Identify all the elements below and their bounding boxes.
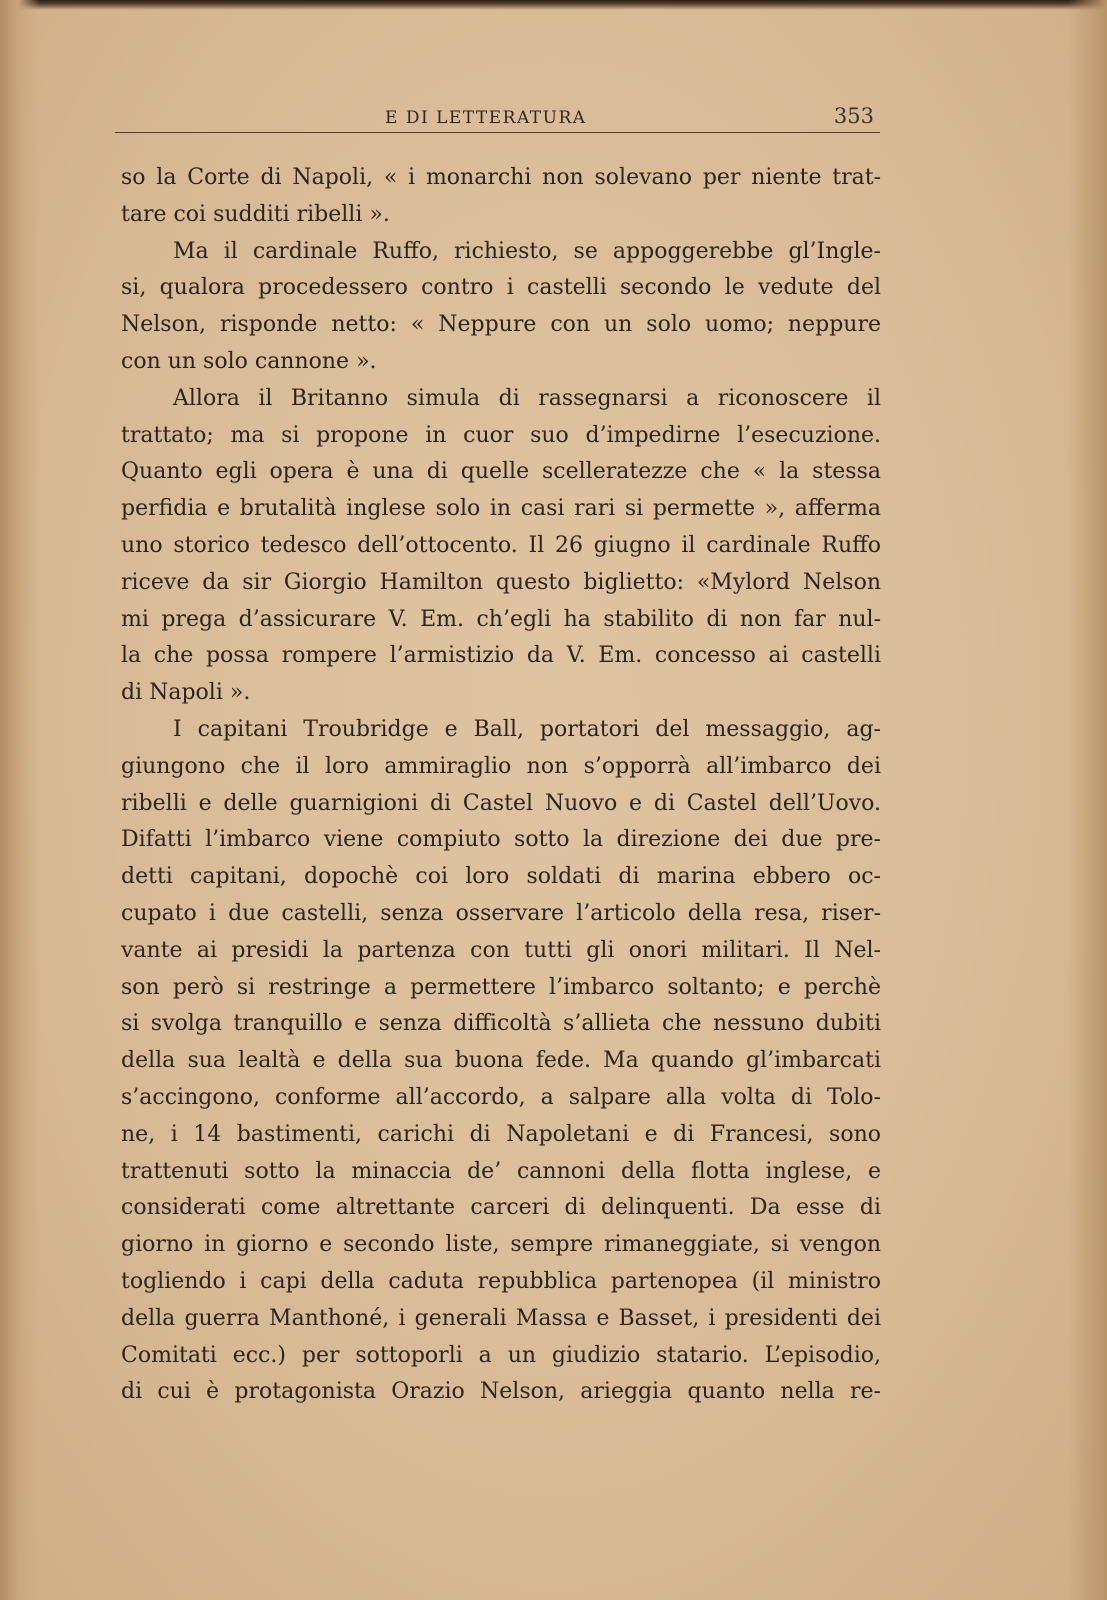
text-line: son però si restringe a permettere l’imbarco soltanto; e perchè: [121, 974, 881, 1000]
text-line: s’accingono, conforme all’accordo, a salpare alla volta di Tolo-: [121, 1084, 881, 1110]
text-line: perfidia e brutalità inglese solo in casi rari si permette », afferma: [121, 496, 881, 522]
text-line: mi prega d’assicurare V. Em. ch’egli ha stabilito di non far nul-: [121, 606, 881, 632]
text-line: I capitani Troubridge e Ball, portatori del messaggio, ag-: [173, 716, 881, 742]
text-line: si, qualora procedessero contro i castelli secondo le vedute del: [121, 275, 881, 301]
text-line: della guerra Manthoné, i generali Massa e Basset, i presidenti dei: [121, 1305, 881, 1331]
text-line: trattenuti sotto la minaccia de’ cannoni della flotta inglese, e: [121, 1158, 881, 1184]
text-line: si svolga tranquillo e senza difficoltà s’allieta che nessuno dubiti: [121, 1011, 881, 1037]
text-line: la che possa rompere l’armistizio da V. Em. concesso ai castelli: [121, 643, 881, 669]
header-rule: [115, 132, 880, 133]
text-line: so la Corte di Napoli, « i monarchi non solevano per niente trat-: [121, 165, 881, 190]
body-text: [121, 160, 881, 1411]
text-line: con un solo cannone ».: [121, 348, 377, 374]
text-line: togliendo i capi della caduta repubblica partenopea (il ministro: [121, 1268, 881, 1294]
text-line: cupato i due castelli, senza osservare l’articolo della resa, riser-: [121, 900, 881, 926]
text-line: trattato; ma si propone in cuor suo d’impedirne l’esecuzione.: [121, 422, 881, 448]
text-line: ne, i 14 bastimenti, carichi di Napoletani e di Francesi, sono: [121, 1121, 881, 1147]
page-right-edge: [1067, 0, 1107, 1600]
page-top-shadow: [0, 0, 1107, 10]
text-line: Comitati ecc.) per sottoporli a un giudizio statario. L’episodio,: [121, 1342, 881, 1368]
text-line: Difatti l’imbarco viene compiuto sotto la direzione dei due pre-: [121, 827, 881, 853]
text-line: ribelli e delle guarnigioni di Castel Nuovo e di Castel dell’Uovo.: [121, 790, 881, 816]
text-line: Ma il cardinale Ruffo, richiesto, se appoggerebbe gl’Ingle-: [173, 238, 881, 264]
text-line: vante ai presidi la partenza con tutti gli onori militari. Il Nel-: [121, 937, 881, 963]
text-line: della sua lealtà e della sua buona fede. Ma quando gl’imbarcati: [121, 1048, 881, 1074]
text-line: giorno in giorno e secondo liste, sempre rimaneggiate, si vengon: [121, 1232, 881, 1258]
text-line: di cui è protagonista Orazio Nelson, arieggia quanto nella re-: [121, 1379, 881, 1405]
text-line: Allora il Britanno simula di rassegnarsi a riconoscere il: [173, 385, 881, 411]
text-line: considerati come altrettante carceri di delinquenti. Da esse di: [121, 1195, 881, 1221]
page-number: 353: [833, 104, 874, 128]
running-head: E DI LETTERATURA: [385, 108, 587, 128]
text-line: riceve da sir Giorgio Hamilton questo biglietto: «Mylord Nelson: [121, 569, 881, 595]
page-left-edge: [0, 0, 40, 1600]
text-line: detti capitani, dopochè coi loro soldati di marina ebbero oc-: [121, 864, 881, 890]
text-line: Quanto egli opera è una di quelle scelleratezze che « la stessa: [121, 459, 881, 485]
page-header: [115, 104, 880, 134]
text-line: uno storico tedesco dell’ottocento. Il 26 giugno il cardinale Ruffo: [121, 532, 881, 558]
text-line: Nelson, risponde netto: « Neppure con un solo uomo; neppure: [121, 312, 881, 338]
text-line: giungono che il loro ammiraglio non s’opporrà all’imbarco dei: [121, 753, 881, 779]
text-line: tare coi sudditi ribelli ».: [121, 201, 390, 227]
text-line: di Napoli ».: [121, 680, 251, 706]
